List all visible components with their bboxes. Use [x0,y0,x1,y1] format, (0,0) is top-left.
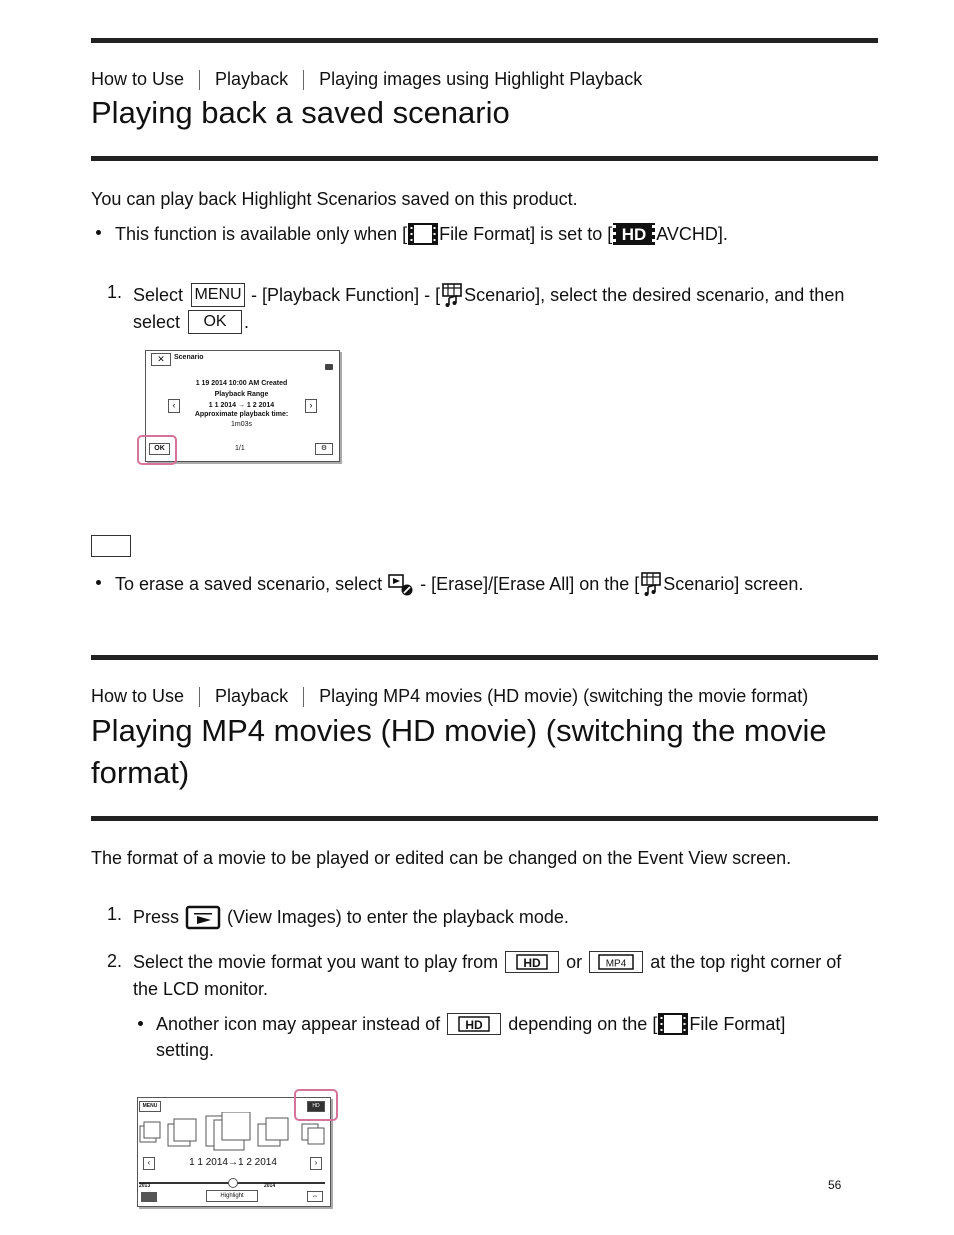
playback-time-value: 1m03s [230,421,252,428]
timeline-year-end: 2014 [264,1183,276,1189]
top-rule [91,38,878,43]
step1-text: Press (View Images) to enter the playback mode. [133,904,569,930]
svg-text:HD: HD [523,956,541,970]
created-date: 1 19 2014 10:00 AM Created [195,380,288,387]
playback-range-value: 1 1 2014 → 1 2 2014 [208,402,275,409]
mp4-format-button-icon [589,951,643,973]
menu-button-icon: MENU [191,283,245,307]
breadcrumb-separator [199,687,200,707]
film-icon [407,222,439,246]
tool-icon: ⚙ [315,443,333,455]
view-images-icon [185,904,221,930]
hd-format-button-icon [447,1013,501,1035]
page-indicator: 1/1 [235,445,245,452]
hint-box [91,535,131,557]
playback-range-label: Playback Range [214,391,269,398]
chevron-right-icon: › [310,1157,322,1170]
event-view-illustration [136,1088,341,1210]
chevron-left-icon: ‹ [143,1157,155,1170]
event-thumbnails [138,1112,328,1154]
bullet-dot [138,1021,143,1026]
section-rule [91,655,878,660]
breadcrumb [91,686,808,707]
breadcrumb-mp4-movies[interactable]: Playing MP4 movies (HD movie) (switching the movie format) [319,686,809,706]
svg-text:HD: HD [621,225,647,244]
bullet-dot [96,230,101,235]
breadcrumb-separator [199,70,200,90]
timeline-year-start: 2013 [139,1183,151,1189]
step-number: 1. [107,904,123,924]
screen-ok-button: OK [149,443,170,455]
intro-text: You can play back Highlight Scenarios saved on this product. [91,189,578,209]
step1-line1: Select MENU - [Playback Function] - [ Scenario], select the desired scenario, and then [133,282,844,308]
sub-bullet-line1: Another icon may appear instead of HD depending on the [ File Format] [156,1012,785,1036]
chevron-right-icon: › [305,399,317,413]
title-rule [91,156,878,161]
breadcrumb-playback[interactable]: Playback [215,69,289,89]
step-number: 1. [107,282,123,302]
sub-bullet-line2: setting. [156,1040,215,1060]
intro-text: The format of a movie to be played or edited can be changed on the Event View screen. [91,848,792,868]
format-note: This function is available only when [ File Format] is set to [ HD AVCHD]. [115,223,728,244]
breadcrumb-separator [303,70,304,90]
step2-line2: the LCD monitor. [133,979,269,999]
breadcrumb-how-to-use[interactable]: How to Use [91,69,185,89]
swap-icon: ⇔ [307,1191,323,1202]
erase-note: To erase a saved scenario, select - [Erase]/[Erase All] on the [ Scenario] screen. [115,571,803,597]
scenario-icon [639,571,663,597]
title-rule [91,816,878,821]
breadcrumb-playback[interactable]: Playback [215,686,289,706]
breadcrumb-separator [303,687,304,707]
playback-time-label: Approximate playback time: [194,411,289,418]
page-title: Playing MP4 movies (HD movie) (switching the movie [91,713,827,748]
page-title: Playing back a saved scenario [91,95,510,130]
edit-icon [386,572,416,596]
event-date-range: 1 1 2014→1 2 2014 [189,1157,277,1168]
hd-icon [612,222,656,246]
battery-icon [325,364,333,370]
breadcrumb-highlight-playback[interactable]: Playing images using Highlight Playback [319,69,643,89]
svg-text:MP4: MP4 [605,958,627,970]
screen-menu-button: MENU [139,1101,161,1112]
svg-text:HD: HD [465,1018,483,1032]
screen-header: Scenario [174,354,204,361]
page-number: 56 [828,1178,842,1192]
step-number: 2. [107,951,123,971]
breadcrumb [91,69,642,90]
close-icon: ✕ [151,353,171,366]
highlight-button: Highlight [206,1190,258,1202]
page-title-continued: format) [91,755,190,790]
hd-format-button-icon [505,951,559,973]
step2-line1: Select the movie format you want to play from HD or MP4 at the top right corner of [133,951,842,972]
step1-line2: select OK . [133,310,249,334]
film-icon [657,1012,689,1036]
ok-button-icon: OK [188,310,242,334]
timeline-marker [228,1178,238,1188]
breadcrumb-how-to-use[interactable]: How to Use [91,686,185,706]
chevron-left-icon: ‹ [168,399,180,413]
trash-icon [141,1192,157,1202]
scenario-icon [440,282,464,308]
screen-hd-icon: HD [307,1101,325,1112]
bullet-dot [96,580,101,585]
scenario-screen-illustration [145,350,340,462]
